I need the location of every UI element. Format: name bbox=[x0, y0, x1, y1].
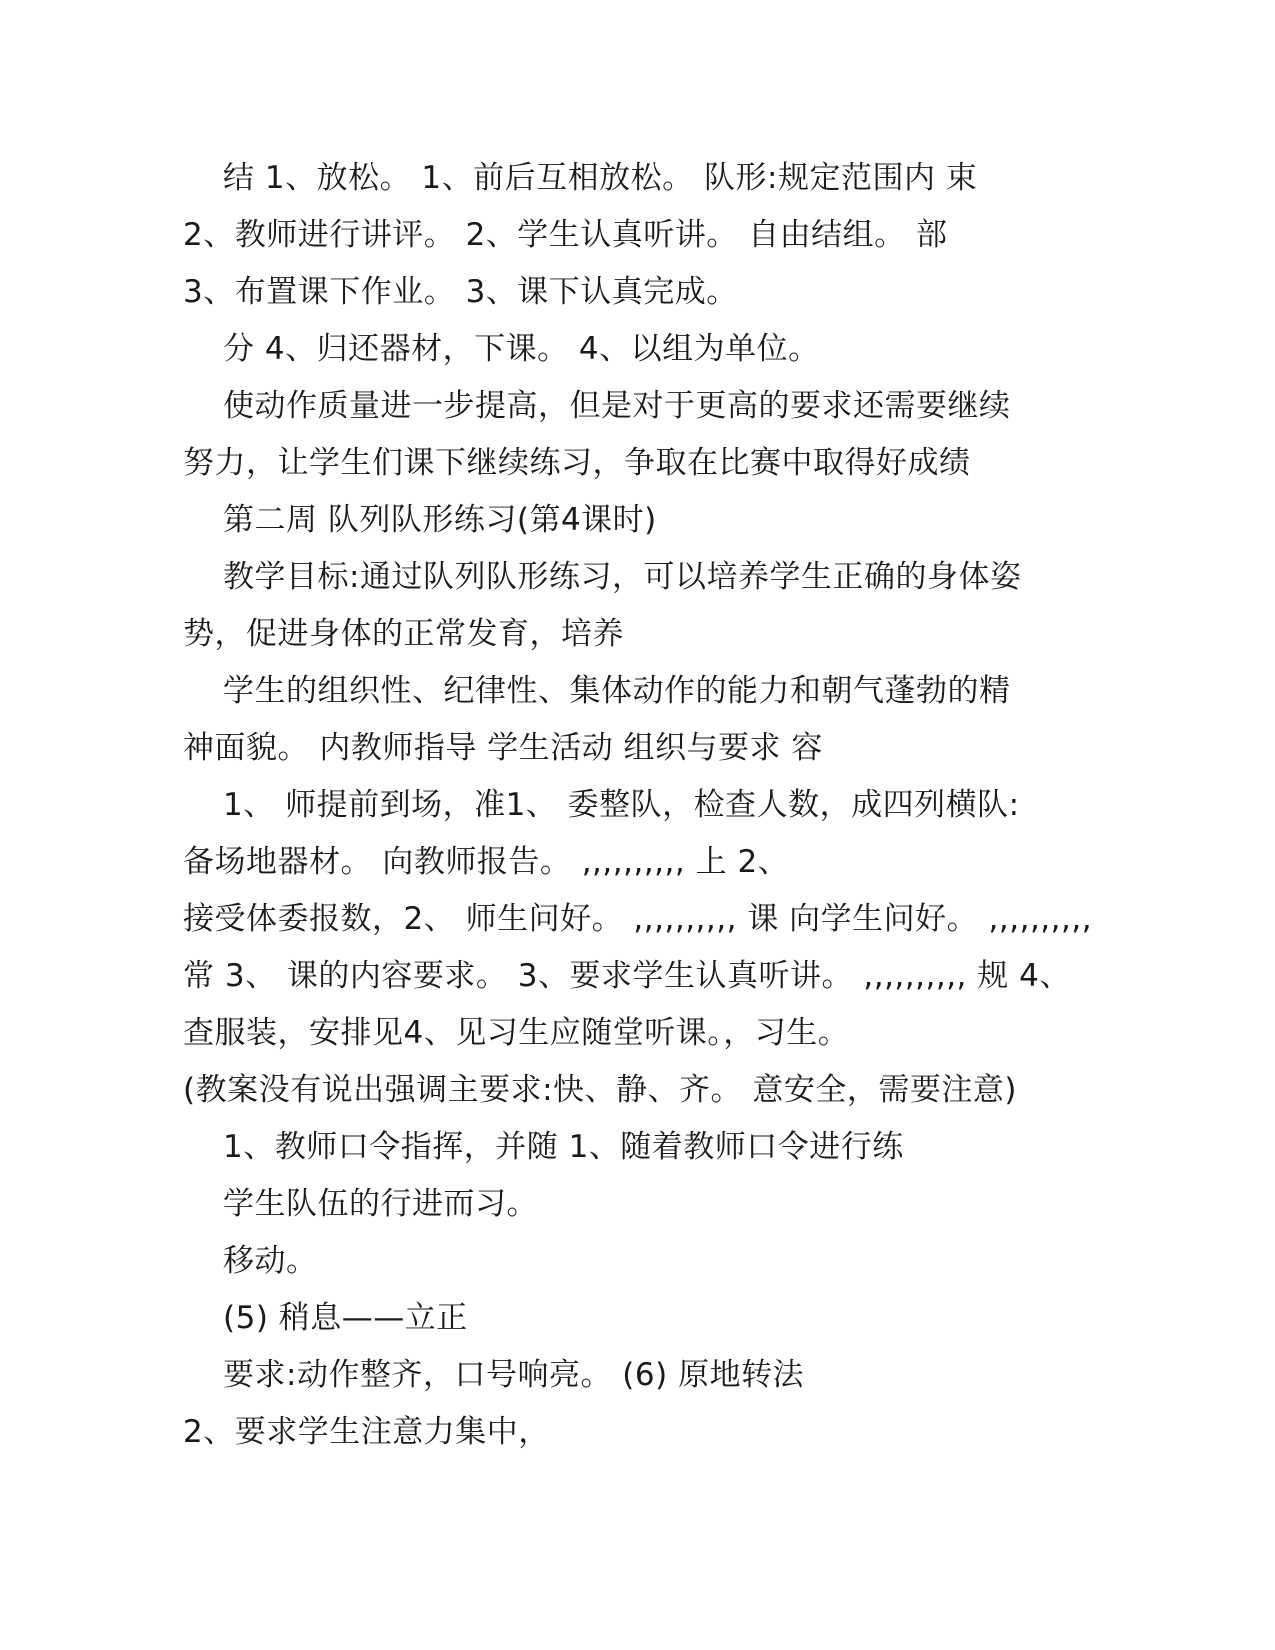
text-line: 学生的组织性、纪律性、集体动作的能力和朝气蓬勃的精 bbox=[223, 673, 1011, 709]
section-heading: 第二周 队列队形练习(第4课时) bbox=[223, 502, 657, 538]
text-line: 常 3、 课的内容要求。 3、要求学生认真听讲。 ,,,,,,,,,, 规 4、 bbox=[183, 958, 1071, 994]
text-line: (教案没有说出强调主要求:快、静、齐。 意安全，需要注意) bbox=[183, 1072, 1017, 1108]
text-line: 要求:动作整齐，口号响亮。 (6) 原地转法 bbox=[223, 1357, 805, 1393]
text-line: 3、布置课下作业。 3、课下认真完成。 bbox=[183, 274, 738, 310]
text-line: (5) 稍息——立正 bbox=[223, 1300, 468, 1336]
text-line: 教学目标:通过队列队形练习，可以培养学生正确的身体姿 bbox=[223, 559, 1022, 595]
text-line: 备场地器材。 向教师报告。 ,,,,,,,,,, 上 2、 bbox=[183, 844, 790, 880]
text-line: 努力，让学生们课下继续练习，争取在比赛中取得好成绩 bbox=[183, 445, 971, 481]
text-line: 接受体委报数，2、 师生问好。 ,,,,,,,,,, 课 向学生问好。 ,,,,,,,,,, bbox=[183, 901, 1093, 937]
text-line: 2、教师进行讲评。 2、学生认真听讲。 自由结组。 部 bbox=[183, 217, 948, 253]
text-line: 神面貌。 内教师指导 学生活动 组织与要求 容 bbox=[183, 730, 823, 766]
document-body bbox=[183, 150, 1093, 1461]
text-line: 结 1、放松。 1、前后互相放松。 队形:规定范围内 束 bbox=[223, 160, 978, 196]
text-line: 2、要求学生注意力集中， bbox=[183, 1414, 550, 1450]
text-line: 使动作质量进一步提高，但是对于更高的要求还需要继续 bbox=[223, 388, 1011, 424]
text-line: 1、教师口令指挥，并随 1、随着教师口令进行练 bbox=[223, 1129, 904, 1165]
text-line: 查服装，安排见4、见习生应随堂听课。，习生。 bbox=[183, 1015, 850, 1051]
text-line: 势，促进身体的正常发育，培养 bbox=[183, 616, 624, 652]
text-line: 移动。 bbox=[223, 1243, 318, 1279]
text-line: 1、 师提前到场，准1、 委整队，检查人数，成四列横队: bbox=[223, 787, 1020, 823]
text-line: 学生队伍的行进而习。 bbox=[223, 1186, 538, 1222]
text-line: 分 4、归还器材，下课。 4、以组为单位。 bbox=[223, 331, 820, 367]
